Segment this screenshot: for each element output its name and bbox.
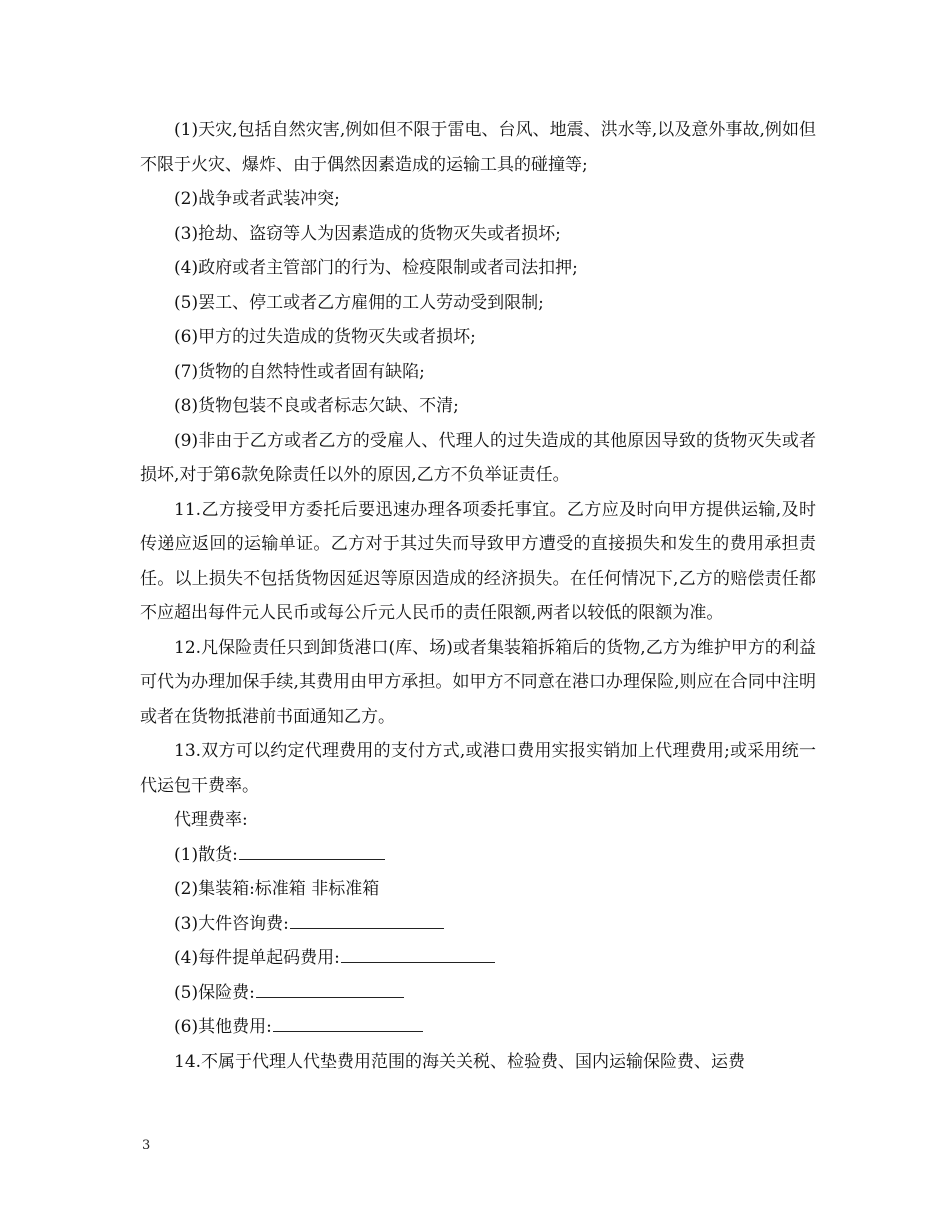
fee-item-other-label: (6)其他费用:: [174, 1017, 272, 1037]
clause-exemption-9: (9)非由于乙方或者乙方的受雇人、代理人的过失造成的其他原因导致的货物灭失或者损坏,对于第6款免除责任以外的原因,乙方不负举证责任。: [140, 430, 816, 485]
fee-item-bulk: [140, 838, 816, 873]
clause-exemption-5: (5)罢工、停工或者乙方雇佣的工人劳动受到限制;: [174, 292, 544, 313]
fee-rate-title: 代理费率:: [174, 810, 248, 830]
fee-item-bill-minimum: [140, 941, 816, 976]
fee-item-other: [140, 1010, 816, 1045]
clause-11: 11.乙方接受甲方委托后要迅速办理各项委托事宜。乙方应及时向甲方提供运输,及时传递应返回的运输单证。乙方对于其过失而导致甲方遭受的直接损失和发生的费用承担责任。以上损失不包括货物因延迟等原因造成的经济损失。在任何情况下,乙方的赔偿责任都不应超出每件元人民币或每公斤元人民币的责任限额,两者以较低的限额为准。: [140, 499, 816, 623]
clause-exemption-3: (3)抢劫、盗窃等人为因素造成的货物灭失或者损坏;: [174, 223, 561, 244]
fee-item-large-consult-label: (3)大件咨询费:: [174, 913, 289, 934]
fee-bill-minimum-blank-line: [341, 948, 495, 963]
fee-item-large-consult: [140, 907, 816, 942]
fee-item-insurance-label: (5)保险费:: [174, 982, 255, 1003]
clause-13: 13.双方可以约定代理费用的支付方式,或港口费用实报实销加上代理费用;或采用统一代运包干费率。: [140, 741, 816, 796]
clause-exemption-7: (7)货物的自然特性或者固有缺陷;: [174, 361, 425, 382]
fee-insurance-blank-line: [256, 983, 404, 998]
fee-item-bulk-label: (1)散货:: [174, 844, 238, 865]
fee-bulk-blank-line: [239, 845, 385, 860]
fee-item-insurance: [140, 976, 816, 1011]
clause-exemption-1: (1)天灾,包括自然灾害,例如但不限于雷电、台风、地震、洪水等,以及意外事故,例如但不限于火灾、爆炸、由于偶然因素造成的运输工具的碰撞等;: [140, 120, 816, 175]
fee-other-blank-line: [273, 1017, 423, 1032]
clause-exemption-4: (4)政府或者主管部门的行为、检疫限制或者司法扣押;: [174, 258, 578, 278]
page-number: 3: [142, 1138, 151, 1153]
clause-exemption-8: (8)货物包装不良或者标志欠缺、不清;: [174, 396, 459, 416]
clause-exemption-2: (2)战争或者武装冲突;: [174, 189, 340, 209]
fee-item-bill-minimum-label: (4)每件提单起码费用:: [174, 948, 340, 968]
fee-large-consult-blank-line: [290, 914, 444, 929]
clause-exemption-6: (6)甲方的过失造成的货物灭失或者损坏;: [174, 327, 476, 347]
clause-12: 12.凡保险责任只到卸货港口(库、场)或者集装箱拆箱后的货物,乙方为维护甲方的利益可代为办理加保手续,其费用由甲方承担。如甲方不同意在港口办理保险,则应在合同中注明或者在货物抵港前书面通知乙方。: [140, 637, 816, 727]
fee-item-container: (2)集装箱:标准箱 非标准箱: [174, 879, 380, 899]
clause-14: 14.不属于代理人代垫费用范围的海关关税、检验费、国内运输保险费、运费: [174, 1051, 746, 1072]
document-body: [140, 113, 816, 1079]
